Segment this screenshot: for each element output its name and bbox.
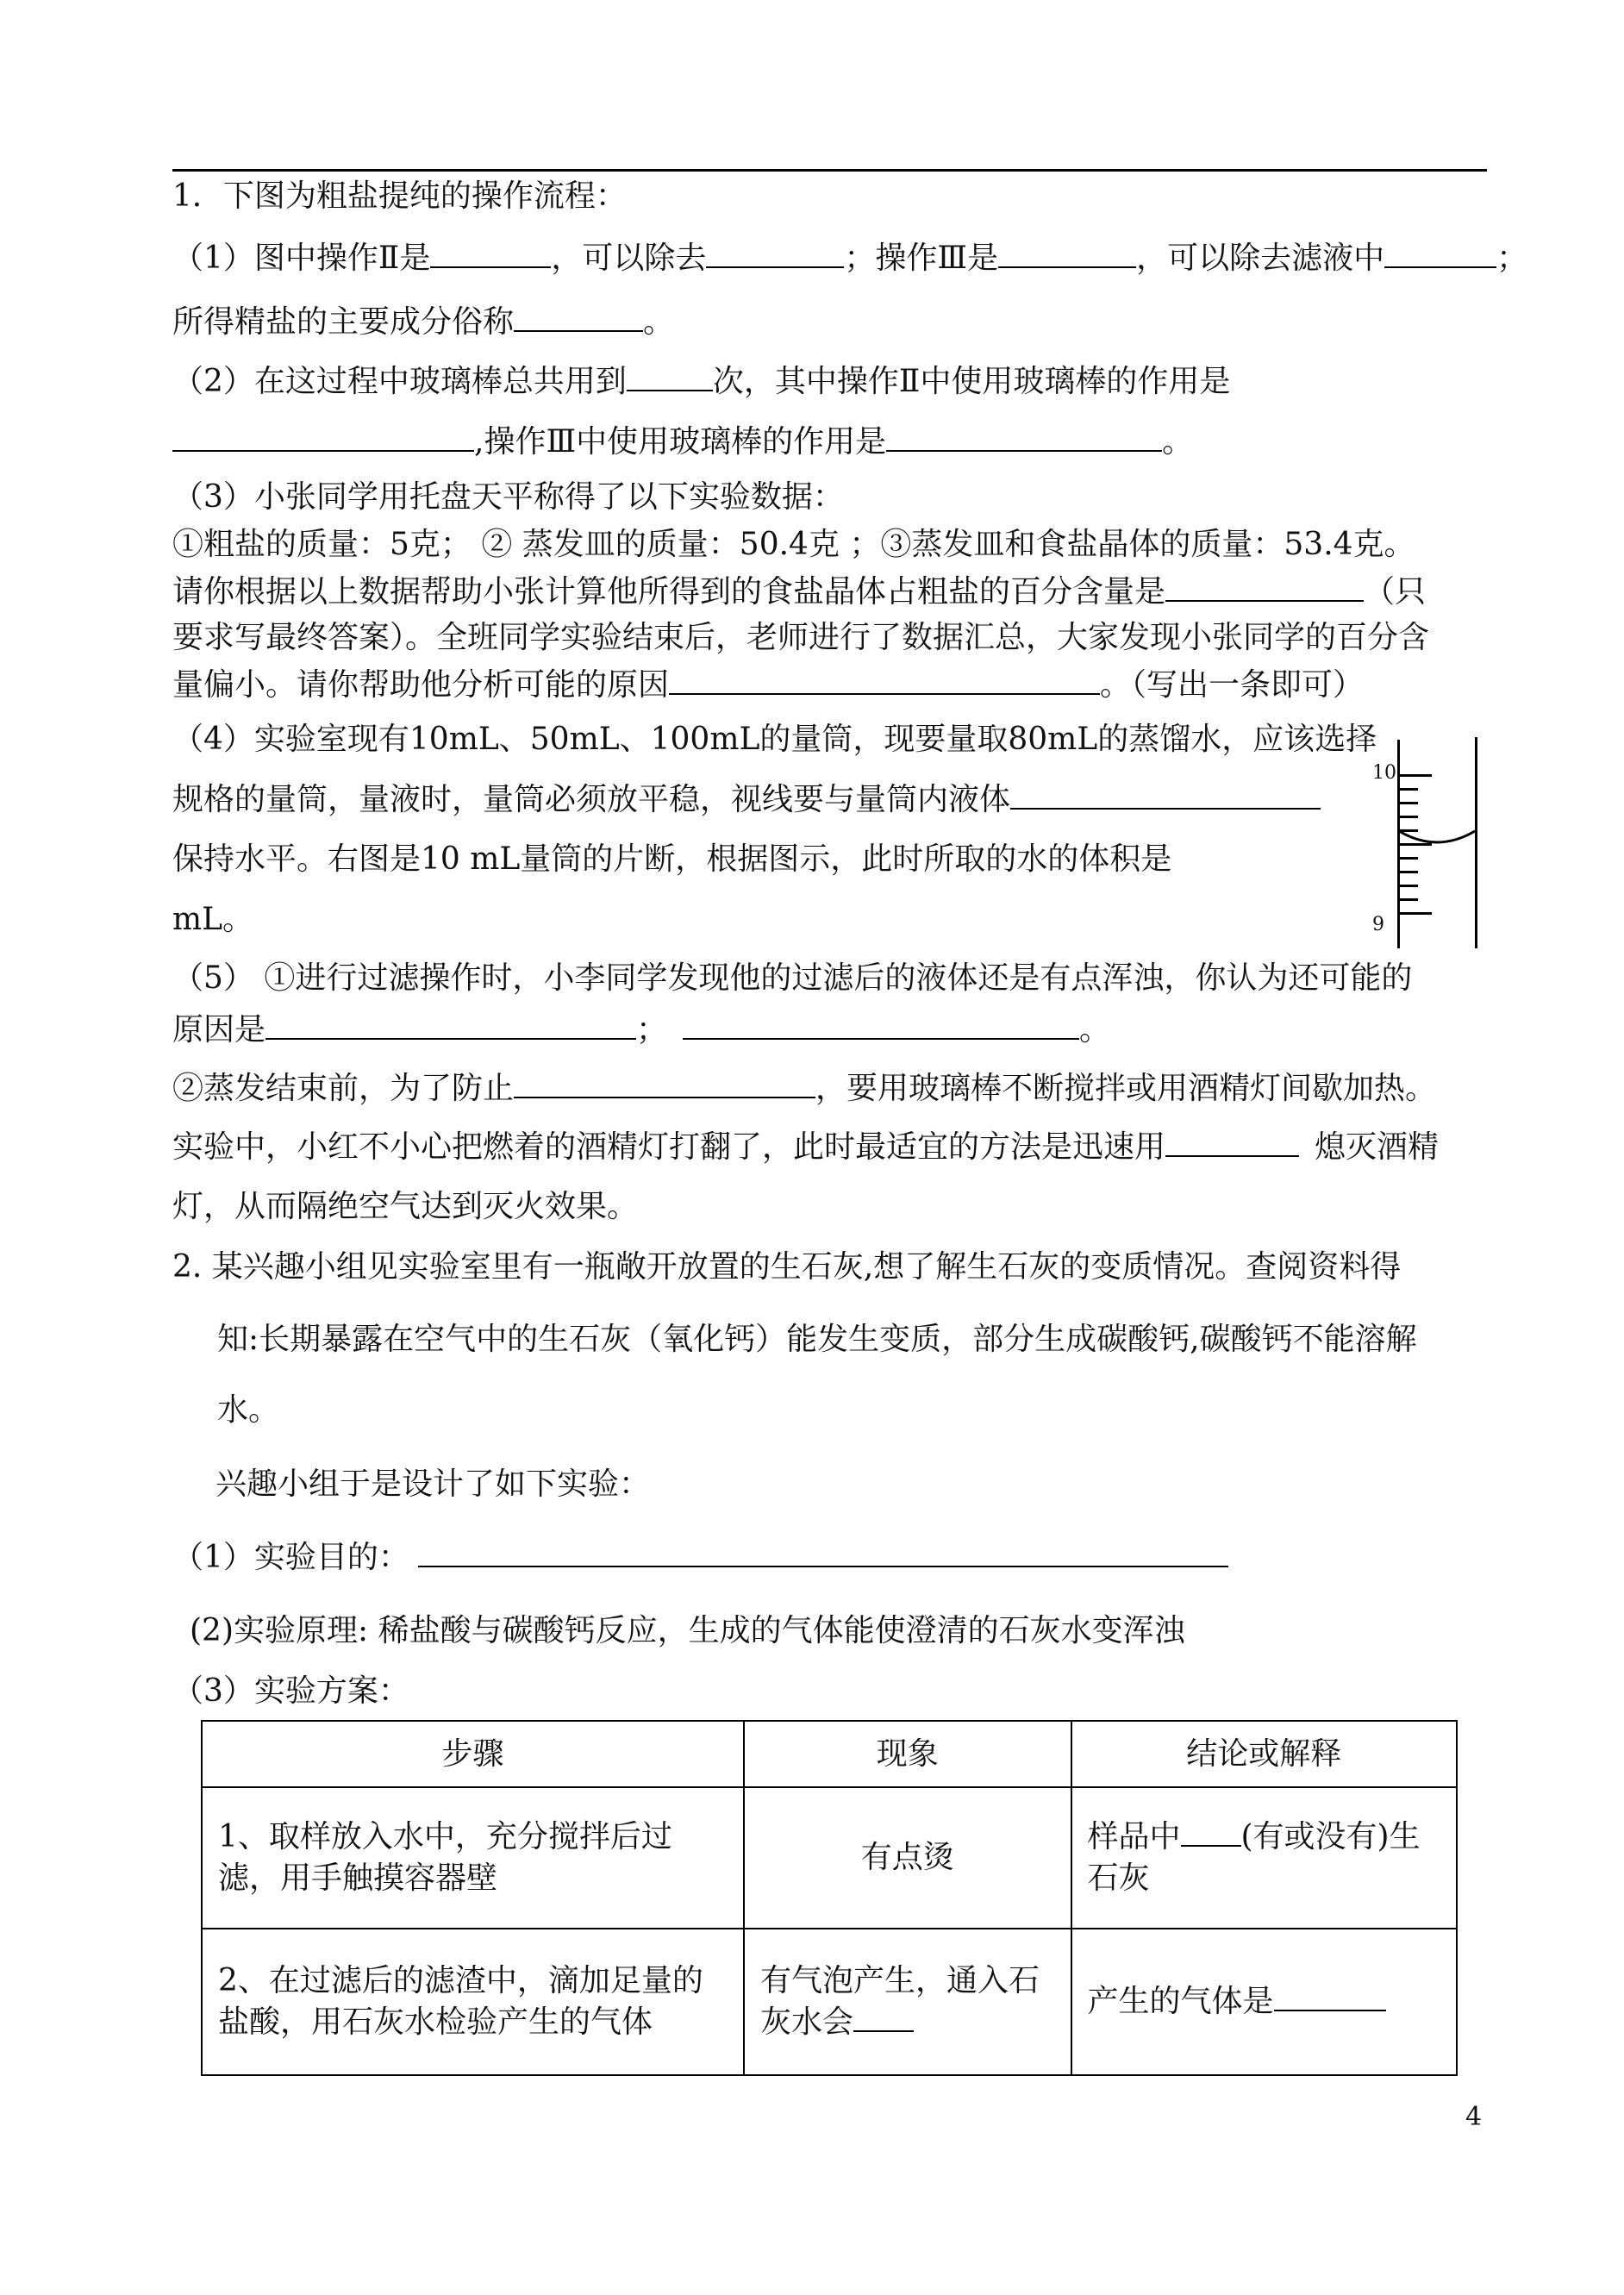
- answer-blank[interactable]: [1384, 239, 1496, 268]
- table-cell: 2、在过滤后的滤渣中，滴加足量的盐酸，用石灰水检验产生的气体: [202, 1929, 744, 2075]
- q2-plan: （3）实验方案：: [172, 1673, 409, 1709]
- table-cell: 1、取样放入水中，充分搅拌后过滤，用手触摸容器壁: [202, 1787, 744, 1929]
- q1-part1-line2: 所得精盐的主要成分俗称 。: [172, 304, 675, 340]
- q1-part4-line1: （4）实验室现有10mL、50mL、100mL的量筒，现要量取80mL的蒸馏水，应该选择: [172, 722, 1377, 757]
- answer-blank[interactable]: [998, 239, 1136, 268]
- q1-part5-line2: 原因是 ； 。: [172, 1012, 1111, 1047]
- q2-principle: (2)实验原理: 稀盐酸与碳酸钙反应，生成的气体能使澄清的石灰水变浑浊: [190, 1613, 1185, 1648]
- scale-tick: [1397, 816, 1418, 818]
- scale-tick: [1397, 774, 1432, 777]
- q1-part3-line4: 要求写最终答案）。全班同学实验结束后，老师进行了数据汇总，大家发现小张同学的百分含: [172, 620, 1430, 655]
- table-header: 现象: [744, 1721, 1071, 1787]
- scale-label-9: 9: [1372, 914, 1384, 935]
- table-row: [202, 1929, 1457, 2075]
- answer-blank[interactable]: [514, 1069, 815, 1098]
- answer-blank[interactable]: [430, 239, 551, 268]
- answer-blank[interactable]: [683, 1010, 1079, 1040]
- answer-blank[interactable]: [1274, 1984, 1386, 2011]
- header-rule: [172, 169, 1487, 172]
- q2-purpose: （1）实验目的：: [172, 1538, 1228, 1577]
- liquid-meniscus: [1397, 828, 1477, 854]
- scale-tick: [1397, 898, 1418, 901]
- q1-part2-line2: ,操作Ⅲ中使用玻璃棒的作用是 。: [172, 422, 1193, 461]
- scale-tick: [1397, 885, 1418, 887]
- scale-tick: [1397, 788, 1418, 791]
- answer-blank[interactable]: [418, 1538, 1228, 1567]
- answer-blank[interactable]: [172, 422, 474, 452]
- q1-title: 1．下图为粗盐提纯的操作流程：: [172, 178, 627, 214]
- answer-blank[interactable]: [669, 666, 1100, 695]
- q1-part5-line5: 灯，从而隔绝空气达到灭火效果。: [172, 1189, 639, 1224]
- scale-tick: [1397, 802, 1418, 804]
- answer-blank[interactable]: [853, 2004, 914, 2032]
- answer-blank[interactable]: [1181, 1819, 1241, 1847]
- table-header: 步骤: [202, 1721, 744, 1787]
- q2-line1: 2. 某兴趣小组见实验室里有一瓶敞开放置的生石灰,想了解生石灰的变质情况。查阅资料得: [172, 1249, 1402, 1285]
- table-row: [202, 1787, 1457, 1929]
- table-header-row: [202, 1721, 1457, 1787]
- q1-part5-line4: 实验中，小红不小心把燃着的酒精灯打翻了，此时最适宜的方法是迅速用 熄灭酒精: [172, 1129, 1440, 1165]
- answer-blank[interactable]: [1165, 1128, 1299, 1157]
- answer-blank[interactable]: [1010, 780, 1321, 810]
- q2-line2: 知:长期暴露在空气中的生石灰（氧化钙）能发生变质，部分生成碳酸钙,碳酸钙不能溶解: [217, 1322, 1417, 1357]
- q1-part1-line1: （1）图中操作Ⅱ是 ，可以除去 ；操作Ⅲ是 ，可以除去滤液中 ；: [172, 241, 1528, 276]
- q2-line4: 兴趣小组于是设计了如下实验：: [215, 1466, 651, 1502]
- q2-line3: 水。: [217, 1392, 280, 1428]
- scale-tick: [1397, 871, 1418, 873]
- q1-part3-line1: （3）小张同学用托盘天平称得了以下实验数据：: [172, 479, 844, 515]
- table-cell: 产生的气体是: [1071, 1929, 1458, 2075]
- q1-part4-line3: 保持水平。右图是10 mL量筒的片断，根据图示，此时所取的水的体积是: [172, 841, 1172, 877]
- q1-part2-line1: （2）在这过程中玻璃棒总共用到 次，其中操作Ⅱ中使用玻璃棒的作用是: [172, 364, 1231, 399]
- table-cell: 样品中 (有或没有)生石灰: [1071, 1787, 1458, 1929]
- scale-tick: [1397, 912, 1432, 915]
- q1-part5-line3: ②蒸发结束前，为了防止 ，要用玻璃棒不断搅拌或用酒精灯间歇加热。: [172, 1071, 1437, 1106]
- q1-part3-line5: 量偏小。请你帮助他分析可能的原因 。（写出一条即可）: [172, 667, 1365, 703]
- answer-blank[interactable]: [627, 362, 713, 391]
- q1-part3-data: ①粗盐的质量：5克； ② 蒸发皿的质量：50.4克 ；③蒸发皿和食盐晶体的质量：53.4克。: [172, 527, 1415, 562]
- q1-part5-line1: （5） ①进行过滤操作时，小李同学发现他的过滤后的液体还是有点浑浊，你认为还可能的: [172, 960, 1413, 996]
- q1-part4-line4: mL。: [172, 902, 254, 937]
- q1-part3-line3: 请你根据以上数据帮助小张计算他所得到的食盐晶体占粗盐的百分含量是 （只: [172, 574, 1427, 610]
- table-header: 结论或解释: [1071, 1721, 1458, 1787]
- answer-blank[interactable]: [1165, 572, 1364, 602]
- answer-blank[interactable]: [886, 422, 1162, 452]
- table-cell: 有点烫: [744, 1787, 1071, 1929]
- scale-label-10: 10: [1372, 762, 1396, 784]
- answer-blank[interactable]: [706, 239, 844, 268]
- scale-tick: [1397, 857, 1418, 860]
- answer-blank[interactable]: [514, 303, 643, 332]
- experiment-table: [201, 1720, 1458, 2076]
- table-cell: 有气泡产生，通入石灰水会: [744, 1929, 1071, 2075]
- q1-part4-line2: 规格的量筒，量液时，量筒必须放平稳，视线要与量筒内液体: [172, 780, 1321, 819]
- page-number: 4: [1465, 2102, 1483, 2132]
- answer-blank[interactable]: [265, 1010, 636, 1040]
